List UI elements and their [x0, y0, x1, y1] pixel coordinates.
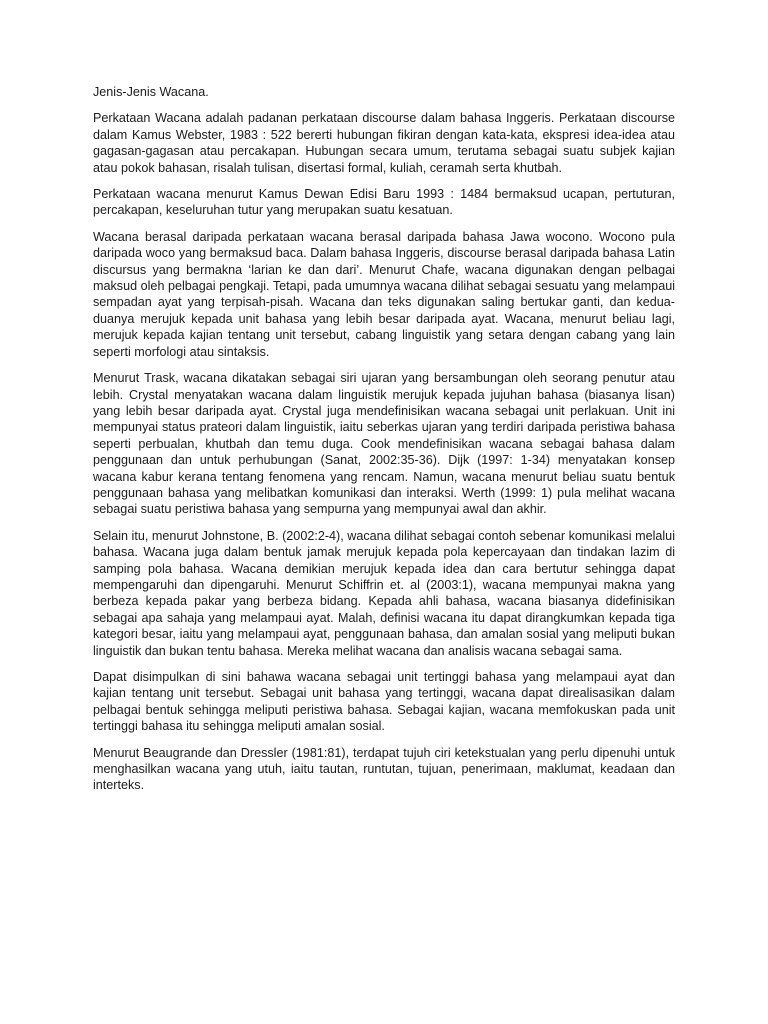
paragraph-conclusion: Dapat disimpulkan di sini bahawa wacana sebagai unit tertinggi bahasa yang melampaui ayat dan kajian tentang unit tersebut. Sebagai unit bahasa yang tertinggi, wacana dapat direalisasikan dalam pelbagai bentuk sehingga meliputi peristiwa bahasa. Sebagai kajian, wacana memfokuskan pada unit tertinggi bahasa itu sehingga meliputi amalan sosial. [93, 670, 675, 734]
document-page [93, 84, 675, 794]
paragraph-discourse-definition: Perkataan Wacana adalah padanan perkataan discourse dalam bahasa Inggeris. Perkataan discourse dalam Kamus Webster, 1983 : 522 bererti hubungan fikiran dengan kata-kata, ekspresi idea-idea atau gagasan-gagasan atau percakapan. Hubungan secara umum, terutama sebagai suatu subjek kajian atau pokok bahasan, risalah tulisan, disertasi formal, kuliah, ceramah serta khutbah. [93, 111, 675, 175]
paragraph-johnstone-schiffrin: Selain itu, menurut Johnstone, B. (2002:2-4), wacana dilihat sebagai contoh sebenar komunikasi melalui bahasa. Wacana juga dalam bentuk jamak merujuk kepada pola kepercayaan dan tindakan lazim di samping pola bahasa. Wacana demikian merujuk kepada idea dan cara bertutur sehingga dapat mempengaruhi dan dipengaruhi. Menurut Schiffrin et. al (2003:1), wacana mempunyai makna yang berbeza kepada pakar yang berbeza bidang. Kepada ahli bahasa, wacana biasanya didefinisikan sebagai apa sahaja yang melampaui ayat. Malah, definisi wacana itu dapat dirangkumkan kepada tiga kategori besar, iaitu yang melampaui ayat, penggunaan bahasa, dan amalan sosial yang meliputi bukan linguistik dan bukan tentu bahasa. Mereka melihat wacana dan analisis wacana sebagai sama. [93, 528, 675, 658]
document-title: Jenis-Jenis Wacana. [93, 85, 209, 99]
paragraph-trask-crystal: Menurut Trask, wacana dikatakan sebagai siri ujaran yang bersambungan oleh seorang penutur atau lebih. Crystal menyatakan wacana dalam linguistik merujuk kepada jujuhan bahasa (biasanya lisan) yang lebih besar daripada ayat. Crystal juga mendefinisikan wacana sebagai unit perlakuan. Unit ini mempunyai status prateori dalam linguistik, iaitu seberkas ujaran yang terdiri daripada peristiwa bahasa seperti perbualan, khutbah dan temu duga. Cook mendefinisikan wacana sebagai bahasa dalam penggunaan dan untuk perhubungan (Sanat, 2002:35-36). Dijk (1997: 1-34) menyatakan konsep wacana kabur kerana tentang fenomena yang rencam. Namun, wacana menurut beliau suatu bentuk penggunaan bahasa yang melibatkan komunikasi dan interaksi. Werth (1999: 1) pula melihat wacana sebagai suatu peristiwa bahasa yang sempurna yang mempunyai awal dan akhir. [93, 371, 675, 517]
paragraph-etymology: Wacana berasal daripada perkataan wacana berasal daripada bahasa Jawa wocono. Wocono pula daripada woco yang bermaksud baca. Dalam bahasa Inggeris, discourse berasal daripada bahasa Latin discursus yang bermakna ‘larian ke dan dari’. Menurut Chafe, wacana digunakan dengan pelbagai maksud oleh pelbagai pengkaji. Tetapi, pada umumnya wacana dilihat sebagai sesuatu yang melampaui sempadan ayat yang terpisah-pisah. Wacana dan teks digunakan saling bertukar ganti, dan kedua-duanya merujuk kepada unit bahasa yang lebih besar daripada ayat. Wacana, menurut beliau lagi, merujuk kepada kajian tentang unit tersebut, cabang linguistik yang setara dengan cabang yang lain seperti morfologi atau sintaksis. [93, 229, 675, 359]
paragraph-beaugrande-dressler: Menurut Beaugrande dan Dressler (1981:81), terdapat tujuh ciri ketekstualan yang perlu dipenuhi untuk menghasilkan wacana yang utuh, iaitu tautan, runtutan, tujuan, penerimaan, maklumat, keadaan dan interteks. [93, 745, 675, 793]
paragraph-kamus-dewan: Perkataan wacana menurut Kamus Dewan Edisi Baru 1993 : 1484 bermaksud ucapan, pertuturan, percakapan, keseluruhan tutur yang merupakan suatu kesatuan. [93, 187, 675, 218]
